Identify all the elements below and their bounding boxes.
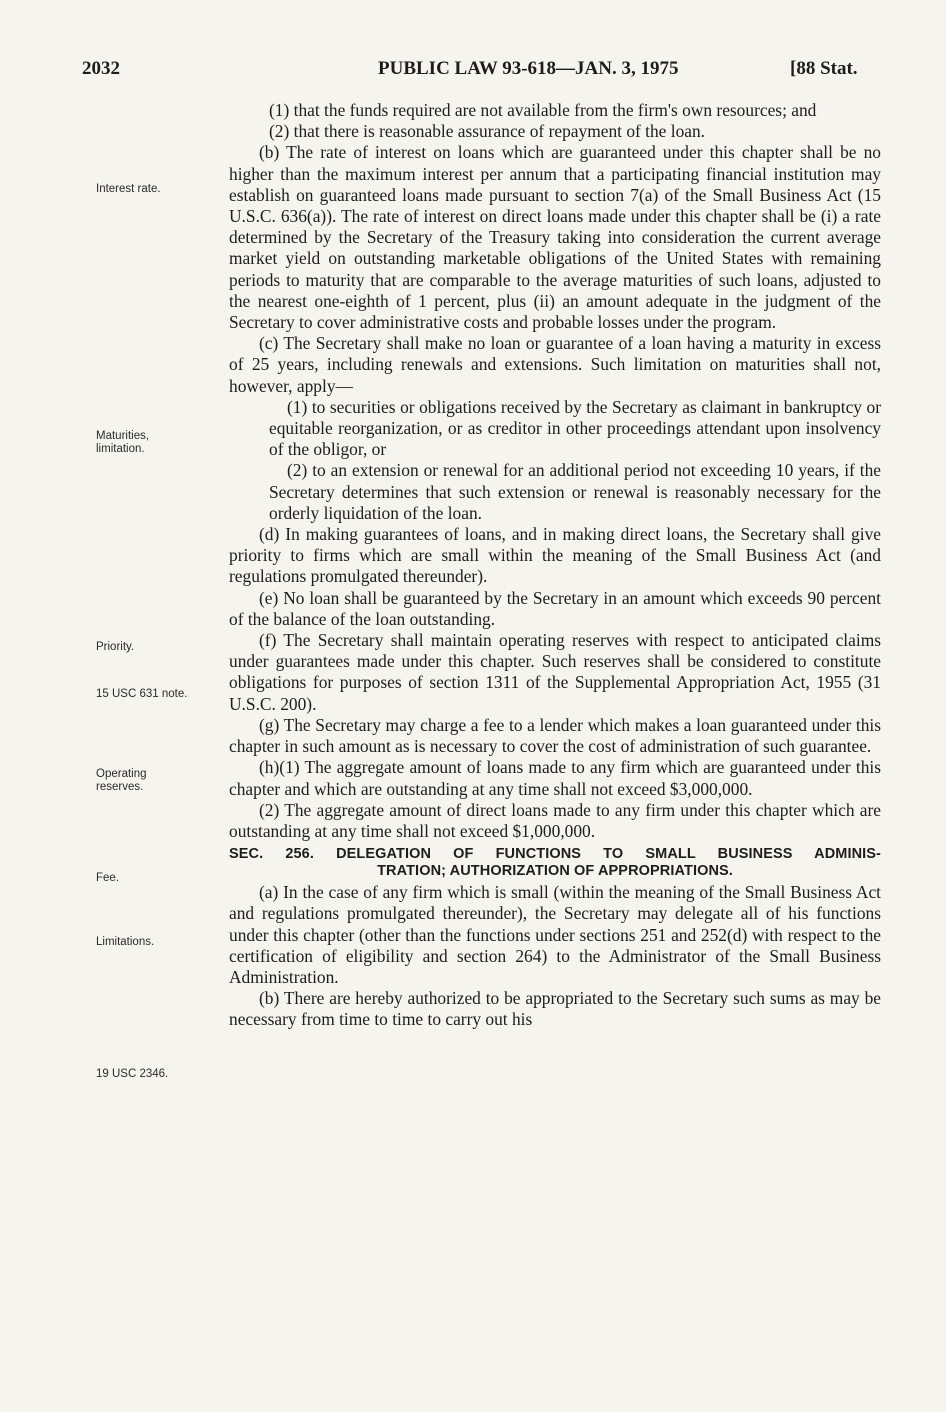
running-title: PUBLIC LAW 93-618—JAN. 3, 1975: [378, 58, 679, 79]
section-256-b: (b) There are hereby authorized to be appropriated to the Secretary such sums as may be necessary from time to time to carry out his: [229, 988, 881, 1030]
margin-note-priority: Priority.: [96, 641, 135, 653]
margin-note-limitations: Limitations.: [96, 936, 155, 948]
section-256-a: (a) In the case of any firm which is small (within the meaning of the Small Business Act and regulations promulgated thereunder), the Secretary may delegate all of his functions under this chapter (other than the functions under sections 251 and 252(d) with respect to the certification of eligibility and section 264) to the Administrator of the Small Business Administration.: [229, 882, 881, 987]
subsection-d: (d) In making guarantees of loans, and in making direct loans, the Secretary shall give priority to firms which are small within the meaning of the Small Business Act (and regulations promulgated thereunder).: [229, 524, 881, 587]
margin-note-operating-reserves: Operating reserves.: [96, 768, 147, 793]
subsection-g: (g) The Secretary may charge a fee to a lender which makes a loan guaranteed under this chapter in such amount as is necessary to cover the cost of administration of such guarantee.: [229, 714, 881, 757]
subsection-h1: (h)(1) The aggregate amount of loans made to any firm which are guaranteed under this chapter and which are outstanding at any time shall not exceed $3,000,000.: [229, 757, 881, 799]
margin-note-fee: Fee.: [96, 872, 120, 884]
subsection-b: (b) The rate of interest on loans which are guaranteed under this chapter shall be no higher than the maximum interest per annum that a participating financial institution may establish on guaranteed loans made pursuant to section 7(a) of the Small Business Act (15 U.S.C. 636(a)). The rate of interest on direct loans made under this chapter shall be (i) a rate determined by the Secretary of the Treasury taking into consideration the current average market yield on outstanding marketable obligations of the United States with remaining periods to maturity that are comparable to the average maturities of such loans, adjusted to the nearest one-eighth of 1 percent, plus (ii) an amount adequate in the judgment of the Secretary to cover administrative costs and probable losses under the program.: [229, 142, 881, 333]
subsection-c: (c) The Secretary shall make no loan or guarantee of a loan having a maturity in excess of 25 years, including renewals and extensions. Such limitation on maturities shall not, however, apply—: [229, 333, 881, 396]
section-heading-line-2: TRATION; AUTHORIZATION OF APPROPRIATIONS.: [377, 863, 733, 880]
clause-c2: (2) to an extension or renewal for an additional period not exceeding 10 years, if the Secretary determines that such extension or renewal is reasonably necessary for the orderly liquidation of the loan.: [269, 460, 881, 523]
margin-note-usc-2346: 19 USC 2346.: [96, 1068, 169, 1080]
statute-reference: [88 Stat.: [790, 58, 858, 79]
document-body: [229, 100, 881, 1031]
subsection-e: (e) No loan shall be guaranteed by the Secretary in an amount which exceeds 90 percent of the balance of the loan outstanding.: [229, 587, 881, 629]
section-heading: [229, 846, 881, 880]
subsection-f: (f) The Secretary shall maintain operating reserves with respect to anticipated claims under guarantees made under this chapter. Such reserves shall be considered to constitute obligations for purposes of section 1311 of the Supplemental Appropriation Act, 1955 (31 U.S.C. 200).: [229, 630, 881, 714]
clause-c1: (1) to securities or obligations received by the Secretary as claimant in bankruptcy or equitable reorganization, or as creditor in other proceedings attendant upon insolvency of the obligor, or: [269, 396, 881, 460]
margin-note-usc-631: 15 USC 631 note.: [96, 688, 188, 700]
clause-1: (1) that the funds required are not available from the firm's own resources; and: [269, 100, 817, 120]
clause-2: (2) that there is reasonable assurance of repayment of the loan.: [269, 121, 706, 142]
subsection-h2: (2) The aggregate amount of direct loans made to any firm under this chapter which are outstanding at any time shall not exceed $1,000,000.: [229, 799, 881, 841]
page-number: 2032: [82, 58, 120, 79]
margin-note-maturities: Maturities, limitation.: [96, 430, 150, 455]
margin-note-interest-rate: Interest rate.: [96, 183, 161, 195]
section-heading-line-1: SEC. 256. DELEGATION OF FUNCTIONS TO SMALL BUSINESS ADMINIS-: [229, 846, 881, 863]
